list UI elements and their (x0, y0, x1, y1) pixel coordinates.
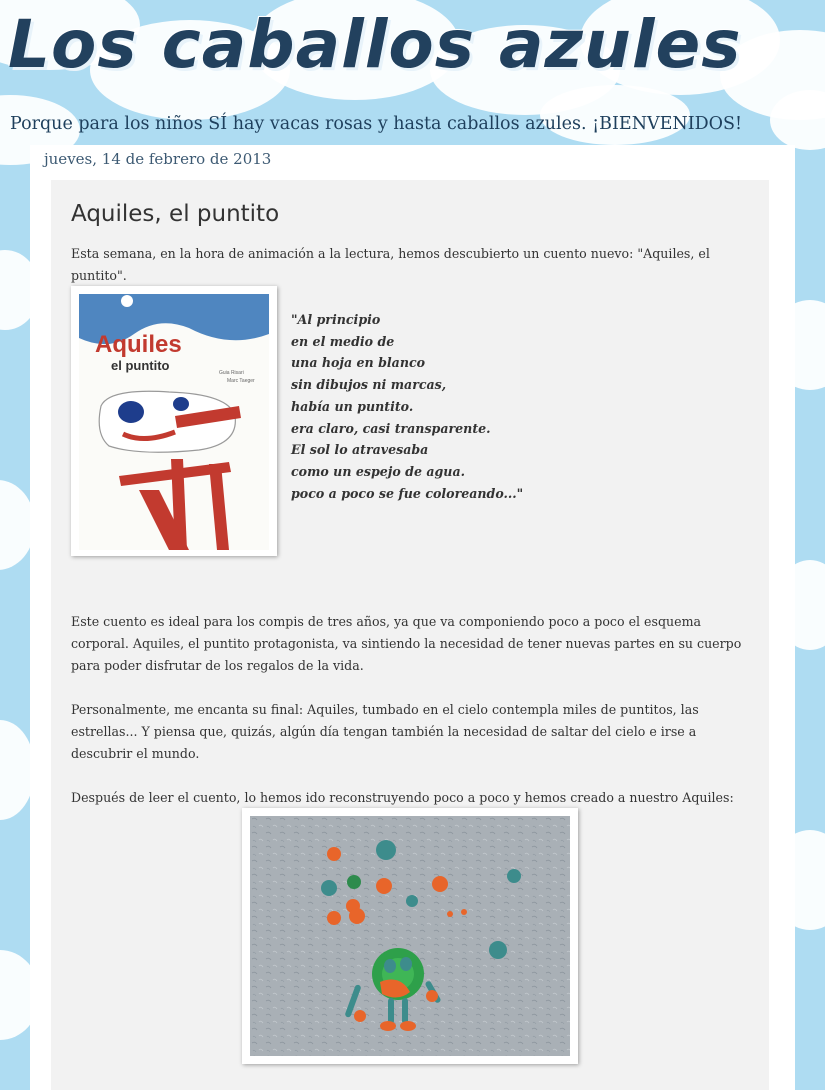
poem-line: era claro, casi transparente. (291, 420, 491, 436)
blog-description: Porque para los niños SÍ hay vacas rosas y hasta caballos azules. ¡BIENVENIDOS! (10, 114, 743, 134)
poem-line: poco a poco se fue coloreando..." (291, 485, 524, 501)
poem-line: "Al principio (291, 312, 381, 327)
book-cover-image[interactable] (71, 286, 277, 556)
post-paragraph-3: Después de leer el cuento, lo hemos ido reconstruyendo poco a poco y hemos creado a nuestro Aquiles: (71, 790, 734, 805)
poem-line: en el medio de (291, 333, 395, 349)
poem-excerpt (291, 309, 523, 504)
poem-line: como un espejo de agua. (291, 463, 466, 479)
post-intro: Esta semana, en la hora de animación a la lectura, hemos descubierto un cuento nuevo: "Aquiles, el puntito". (71, 246, 710, 283)
blog-header (0, 0, 825, 145)
book-title-line2: el puntito (111, 358, 170, 373)
post-paragraph-1: Este cuento es ideal para los compis de tres años, ya que va componiendo poco a poco el esquema corporal. Aquiles, el puntito protagonista, va sintiendo la necesidad de tener nuevas partes en su cuerpo para poder disfrutar de los regalos de la vida. (71, 614, 742, 673)
poem-line: una hoja en blanco (291, 355, 426, 371)
post-paragraph-2: Personalmente, me encanta su final: Aquiles, tumbado en el cielo contempla miles de puntitos, las estrellas... Y piensa que, quizás, algún día tengan también la necesidad de saltar del cielo e irse a descubrir el mundo. (71, 702, 699, 761)
blog-title[interactable]: Los caballos azules (8, 6, 742, 83)
book-cover-illustration (79, 294, 269, 550)
post-date: jueves, 14 de febrero de 2013 (44, 150, 272, 168)
poem-line: El sol lo atravesaba (291, 442, 429, 458)
book-title-line1: Aquiles (95, 331, 182, 358)
book-author2: Marc Taeger (227, 378, 255, 384)
poem-line: había un puntito. (291, 398, 414, 414)
plasticine-photo[interactable] (242, 808, 578, 1064)
book-author1: Guia Risari (219, 370, 244, 376)
poem-line: sin dibujos ni marcas, (291, 377, 447, 393)
blog-post (51, 180, 769, 1090)
plasticine-aquiles-illustration (250, 816, 570, 1056)
post-title[interactable]: Aquiles, el puntito (71, 201, 280, 227)
